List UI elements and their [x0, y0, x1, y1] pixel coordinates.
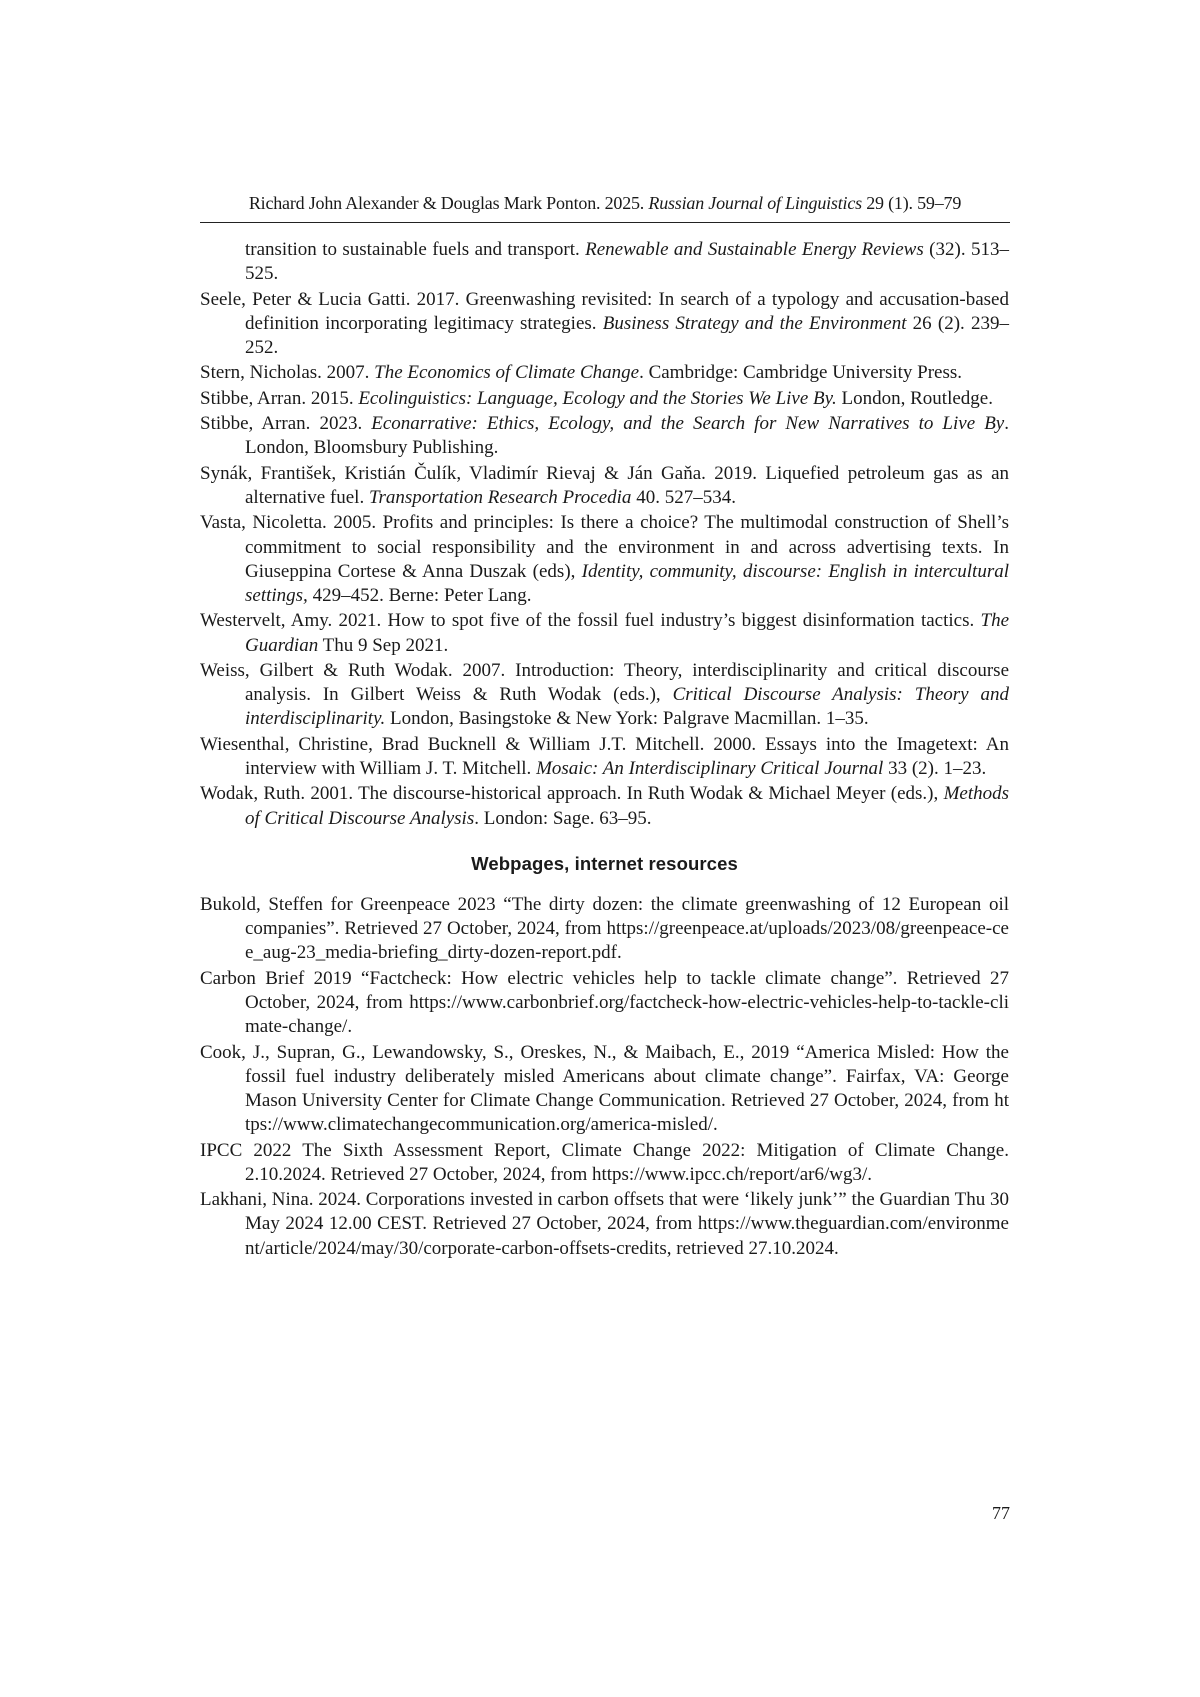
reference-text: London, Basingstoke & New York: Palgrave Macmillan. 1–35.	[385, 708, 869, 730]
reference-url[interactable]: https://www.ipcc.ch/report/ar6/wg3/	[591, 1163, 868, 1185]
reference-text: .	[867, 1163, 872, 1185]
reference-italic-title: The Economics of Climate Change	[374, 362, 640, 384]
reference-italic-title: Renewable and Sustainable Energy Reviews	[585, 239, 924, 260]
reference-text: 40. 527–534.	[631, 486, 736, 508]
reference-text: . London, Bloomsbury Publishing.	[245, 413, 1009, 459]
reference-text: .	[616, 942, 622, 964]
header-journal-title: Russian Journal of Linguistics	[648, 193, 862, 213]
reference-text: Lakhani, Nina. 2024. Corporations invested in carbon offsets that were ‘likely junk’” the Guardian Thu 30 May 2024 12.00 CEST. Retrieved 27 October, 2024, from	[200, 1189, 1009, 1235]
reference-text: Stibbe, Arran. 2015.	[200, 387, 359, 409]
reference-italic-title: Ecolinguistics: Language, Ecology and the Stories We Live By.	[358, 387, 837, 409]
reference-text: (32). 513–525.	[245, 239, 1009, 285]
running-header	[200, 193, 1010, 214]
reference-text: .	[713, 1114, 718, 1136]
reference-italic-title: Mosaic: An Interdisciplinary Critical Journal	[536, 757, 884, 779]
reference-text: Westervelt, Amy. 2021. How to spot five of the fossil fuel industry’s biggest disinformation tactics.	[200, 610, 981, 632]
header-rule	[200, 222, 1010, 223]
header-volume-pages: 29 (1). 59–79	[861, 193, 962, 213]
reference-text: Wiesenthal, Christine, Brad Bucknell & William J.T. Mitchell. 2000. Essays into the Imagetext: An interview with William J. T. Mitchell.	[200, 733, 1009, 779]
reference-text: Vasta, Nicoletta. 2005. Profits and principles: Is there a choice? The multimodal construction of Shell’s commitment to social responsibility and the environment in and across advertising texts. In Giuseppina Cortese & Anna Duszak (eds),	[200, 512, 1009, 582]
reference-entry	[200, 1139, 1009, 1187]
reference-text: Carbon Brief 2019 “Factcheck: How electric vehicles help to tackle climate change”. Retrieved 27 October, 2024, from	[200, 967, 1009, 1013]
reference-text: IPCC 2022 The Sixth Assessment Report, Climate Change 2022: Mitigation of Climate Change. 2.10.2024. Retrieved 27 October, 2024, from	[200, 1139, 1009, 1185]
reference-text: , retrieved 27.10.2024.	[666, 1237, 839, 1259]
reference-text: . London: Sage. 63–95.	[474, 807, 652, 829]
reference-italic-title: Identity, community, discourse: English in intercultural settings,	[245, 560, 1009, 606]
section-heading-webpages: Webpages, internet resources	[471, 852, 738, 874]
reference-italic-title: Econarrative: Ethics, Ecology, and the Search for New Narratives to Live By	[371, 413, 1005, 435]
reference-entry	[200, 733, 1009, 781]
reference-entry	[200, 288, 1009, 361]
reference-entry	[200, 659, 1009, 732]
web-references	[200, 893, 1009, 1261]
reference-italic-title: The Guardian	[245, 610, 1009, 656]
reference-entry	[200, 462, 1009, 510]
reference-entry	[200, 609, 1009, 657]
main-references	[200, 238, 1009, 831]
reference-text: .	[347, 1016, 353, 1038]
reference-entry	[200, 782, 1009, 830]
reference-text: 33 (2). 1–23.	[883, 757, 987, 779]
reference-url[interactable]: https://www.carbonbrief.org/factcheck-how-electric-vehicles-help-to-tackle-climate-change/	[245, 991, 1009, 1038]
reference-text: Thu 9 Sep 2021.	[318, 634, 449, 656]
reference-entry	[200, 238, 1009, 286]
reference-text: transition to sustainable fuels and transport.	[245, 239, 586, 260]
reference-entry	[200, 1041, 1009, 1138]
reference-entry	[200, 412, 1009, 460]
reference-url[interactable]: https://greenpeace.at/uploads/2023/08/greenpeace-cee_aug-23_media-briefing_dirty-dozen-report.pdf	[245, 918, 1009, 964]
reference-entry	[200, 361, 1009, 385]
reference-italic-title: Transportation Research Procedia	[368, 486, 632, 508]
reference-url[interactable]: https://www.climatechangecommunication.org/america-misled/	[245, 1089, 1009, 1136]
reference-text: London, Routledge.	[836, 387, 993, 409]
reference-italic-title: Business Strategy and the Environment	[602, 312, 907, 334]
reference-text: 429–452. Berne: Peter Lang.	[307, 584, 532, 606]
reference-text: Seele, Peter & Lucia Gatti. 2017. Greenwashing revisited: In search of a typology and accusation-based definition incorporating legitimacy strategies.	[200, 288, 1009, 334]
reference-entry	[200, 387, 1009, 411]
reference-text: Bukold, Steffen for Greenpeace 2023 “The dirty dozen: the climate greenwashing of 12 European oil companies”. Retrieved 27 October, 2024, from	[200, 893, 1009, 940]
reference-entry	[200, 511, 1009, 608]
reference-text: Wodak, Ruth. 2001. The discourse-historical approach. In Ruth Wodak & Michael Meyer (eds.),	[200, 783, 944, 805]
page-number: 77	[992, 1503, 1010, 1523]
reference-italic-title: Methods of Critical Discourse Analysis	[245, 783, 1009, 829]
reference-entry	[200, 967, 1009, 1040]
reference-entry	[200, 1188, 1009, 1261]
reference-list	[200, 238, 1009, 1261]
reference-text: Stern, Nicholas. 2007.	[200, 362, 375, 384]
reference-text: Weiss, Gilbert & Ruth Wodak. 2007. Introduction: Theory, interdisciplinarity and critical discourse analysis. In Gilbert Weiss & Ruth Wodak (eds.),	[200, 659, 1009, 706]
reference-italic-title: Critical Discourse Analysis: Theory and interdisciplinarity.	[245, 684, 1010, 730]
header-authors: Richard John Alexander & Douglas Mark Ponton. 2025.	[248, 193, 649, 213]
reference-text: 26 (2). 239–252.	[245, 312, 1009, 358]
reference-text: Stibbe, Arran. 2023.	[200, 413, 372, 435]
reference-entry	[200, 893, 1009, 966]
reference-text: Synák, František, Kristián Čulík, Vladimír Rievaj & Ján Gaňa. 2019. Liquefied petroleum gas as an alternative fuel.	[200, 462, 1009, 508]
reference-text: Cook, J., Supran, G., Lewandowsky, S., Oreskes, N., & Maibach, E., 2019 “America Misled: How the fossil fuel industry deliberately misled Americans about climate change”. Fairfax, VA: George Mason University Center for Climate Change Communication. Retrieved 27 October, 2024, from	[200, 1041, 1009, 1111]
reference-url[interactable]: https://www.theguardian.com/environment/article/2024/may/30/corporate-carbon-offsets-credits	[245, 1213, 1009, 1259]
reference-text: . Cambridge: Cambridge University Press.	[639, 362, 963, 384]
